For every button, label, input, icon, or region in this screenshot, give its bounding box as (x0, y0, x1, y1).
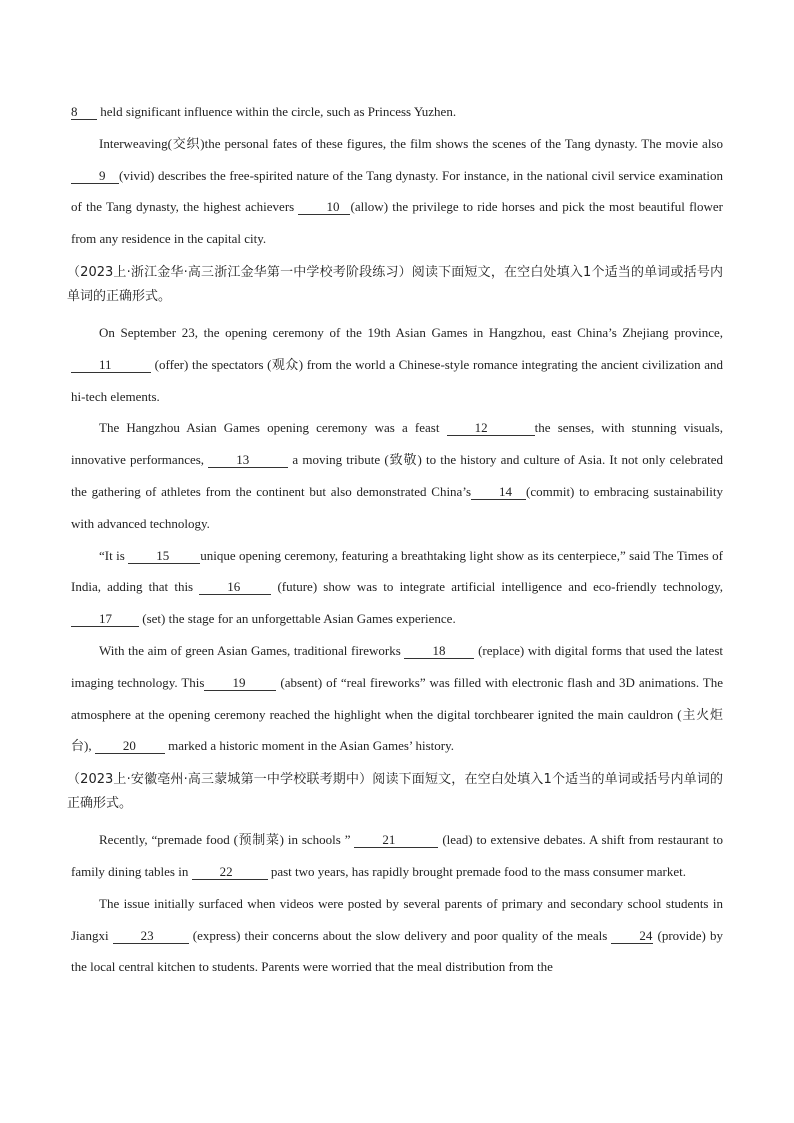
source-heading: （2023上·安徽亳州·高三蒙城第一中学校联考期中）阅读下面短文，在空白处填入1个适当的单词或括号内单词的正确形式。 (67, 772, 723, 812)
passage-text: Recently, “premade food (预制菜) in schools ” (99, 832, 355, 848)
passage-text: (vivid) describes the free-spirited nature of the Tang dynasty. For instance, in the national civil service examination of the Tang dynasty, the highest achievers (71, 167, 723, 215)
blank-12: 12 (447, 420, 535, 436)
blank-24: 24 (611, 928, 653, 944)
passage-text: Interweaving(交织)the personal fates of these figures, the film shows the scenes of the Tang dynasty. The movie also (99, 135, 723, 151)
passage-text: The issue initially surfaced when videos were posted by several parents of primary and secondary school students in Jiangxi (71, 895, 723, 943)
passage-text: past two years, has rapidly brought premade food to the mass consumer market. (267, 863, 687, 879)
blank-19: 19 (204, 675, 276, 691)
blank-17: 17 (71, 611, 139, 627)
passage-paragraph (71, 412, 723, 539)
passage-text: (absent) of “real fireworks” was filled with electronic flash and 3D animations. The atmosphere at the opening ceremony reached the highlight when the digital torchbearer ignited the main cauldron (主火炬台), (71, 674, 723, 754)
blank-16: 16 (199, 579, 271, 595)
passage-paragraph (71, 824, 723, 888)
passage-text: (future) show was to integrate artificial intelligence and eco-friendly technology, (271, 579, 723, 595)
passage-text: (replace) with digital forms that used the latest imaging technology. This (71, 642, 723, 690)
blank-11: 11 (71, 357, 151, 373)
document-page (67, 96, 723, 983)
blank-9: 9 (71, 168, 119, 184)
blank-14: 14 (471, 484, 526, 500)
passage-text: The Hangzhou Asian Games opening ceremony was a feast (99, 420, 447, 436)
passage-paragraph (71, 128, 723, 255)
passage-text: unique opening ceremony, featuring a breathtaking light show as its centerpiece,” said The Times of India, adding that this (71, 547, 723, 595)
blank-8: 8 (71, 104, 97, 120)
passage-text: On September 23, the opening ceremony of the 19th Asian Games in Hangzhou, east China’s Zhejiang province, (99, 324, 723, 340)
source-heading: （2023上·浙江金华·高三浙江金华第一中学校考阶段练习）阅读下面短文，在空白处填入1个适当的单词或括号内单词的正确形式。 (67, 264, 723, 304)
passage-text: (set) the stage for an unforgettable Asian Games experience. (139, 611, 456, 627)
blank-10: 10 (298, 199, 350, 215)
passage-text: (commit) to embracing sustainability with advanced technology. (71, 483, 723, 531)
blank-20: 20 (95, 738, 165, 754)
passage-paragraph (71, 635, 723, 762)
blank-15: 15 (128, 548, 200, 564)
passage-paragraph (71, 96, 723, 128)
blank-23: 23 (113, 928, 189, 944)
passage-text: (express) their concerns about the slow delivery and poor quality of the meals (188, 927, 612, 943)
passage-text: the senses, with stunning visuals, innovative performances, (71, 420, 723, 468)
blank-21: 21 (354, 832, 438, 848)
blank-22: 22 (192, 864, 268, 880)
passage-text: (lead) to extensive debates. A shift from restaurant to family dining tables in (71, 832, 723, 879)
passage-paragraph (71, 540, 723, 635)
passage-text: (allow) the privilege to ride horses and pick the most beautiful flower from any residence in the capital city. (71, 199, 723, 247)
passage-text: (offer) the spectators (观众) from the world a Chinese-style romance integrating the ancient civilization and hi-tech elements. (71, 356, 723, 404)
passage-text: (provide) by the local central kitchen to students. Parents were worried that the meal distribution from the (71, 927, 723, 975)
blank-18: 18 (404, 643, 474, 659)
passage-paragraph (71, 888, 723, 983)
passage-text: With the aim of green Asian Games, traditional fireworks (99, 642, 405, 658)
passage-text: “It is (99, 547, 129, 563)
blank-13: 13 (208, 452, 288, 468)
passage-text: a moving tribute (致敬) to the history and culture of Asia. It not only celebrated the gathering of athletes from the continent but also demonstrated China’s (71, 452, 723, 499)
passage-text: held significant influence within the circle, such as Princess Yuzhen. (97, 104, 457, 119)
passage-text: marked a historic moment in the Asian Games’ history. (164, 738, 455, 754)
passage-paragraph (71, 317, 723, 412)
